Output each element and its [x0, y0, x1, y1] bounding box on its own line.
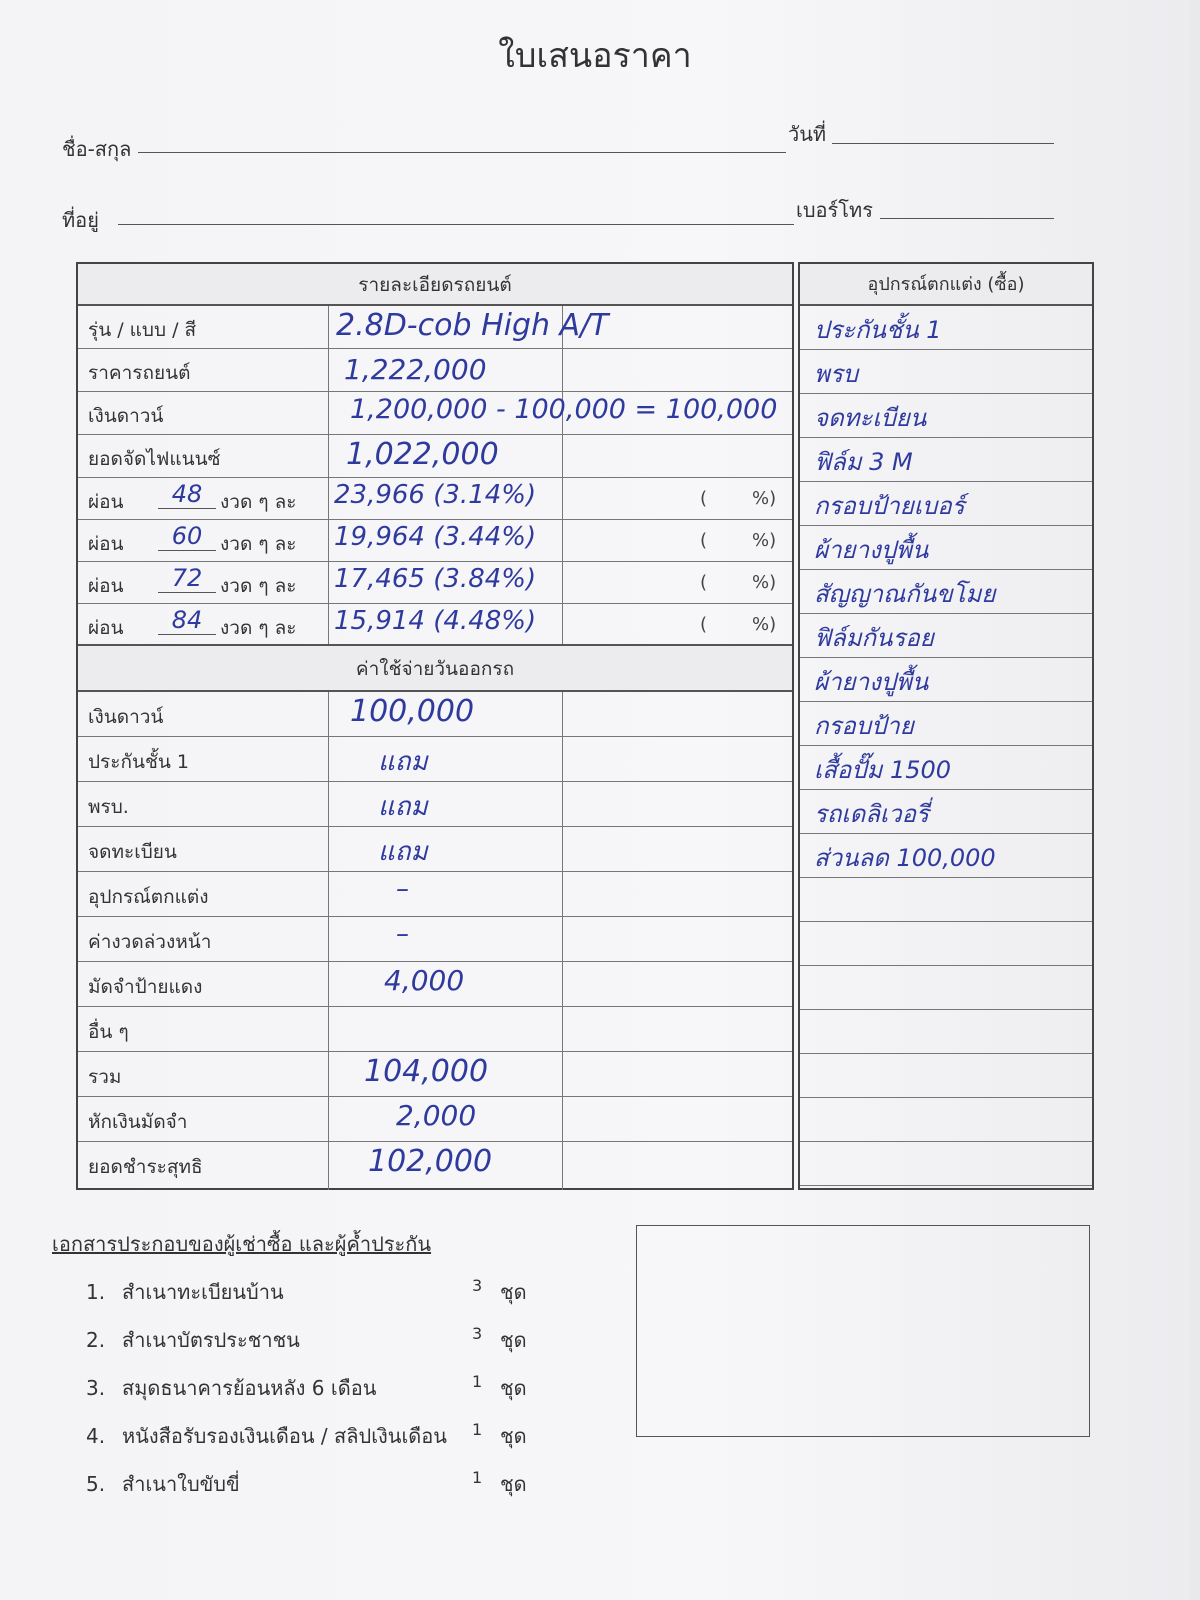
- pct-close: %): [752, 614, 777, 635]
- installment-term: 60: [158, 522, 216, 551]
- cost-label: มัดจำป้ายแดง: [88, 976, 203, 998]
- cost-label: อุปกรณ์ตกแต่ง: [88, 886, 209, 908]
- accessory-item: รถเดลิเวอรี่: [814, 800, 929, 828]
- accessory-row: [800, 1098, 1092, 1142]
- installment-value: 17,465 (3.84%): [334, 564, 537, 594]
- installment-prefix: ผ่อน: [88, 533, 124, 555]
- installment-suffix: งวด ๆ ละ: [220, 575, 297, 597]
- finance-amount-value: 1,022,000: [346, 437, 499, 472]
- name-label: ชื่อ-สกุล: [62, 137, 132, 161]
- installment-row: [78, 520, 792, 562]
- cost-label: จดทะเบียน: [88, 841, 177, 863]
- accessory-row: [800, 570, 1092, 614]
- accessory-item: ผ้ายางปูพื้น: [814, 668, 929, 696]
- accessory-item: สัญญาณกันขโมย: [814, 580, 996, 608]
- accessory-row: [800, 966, 1092, 1010]
- installment-row: [78, 604, 792, 646]
- car-price-label: ราคารถยนต์: [88, 362, 191, 384]
- cost-label: ยอดชำระสุทธิ: [88, 1156, 203, 1178]
- accessory-item: ฟิล์ม 3 M: [814, 448, 913, 476]
- accessory-row: [800, 350, 1092, 394]
- installment-value: 23,966 (3.14%): [334, 480, 537, 510]
- table-row: [78, 872, 792, 917]
- address-label: ที่อยู่: [62, 208, 99, 232]
- document-name: สำเนาบัตรประชาชน: [122, 1328, 300, 1352]
- installment-suffix: งวด ๆ ละ: [220, 491, 297, 513]
- cost-value: 100,000: [350, 694, 475, 729]
- table-row: [78, 962, 792, 1007]
- down-payment-value: 1,200,000 - 100,000 = 100,000: [350, 394, 778, 425]
- accessory-item: ประกันชั้น 1: [814, 316, 942, 344]
- accessory-item: เสื้อปั๊ม 1500: [814, 756, 952, 784]
- cost-value: แถม: [378, 792, 428, 822]
- cost-label: หักเงินมัดจำ: [88, 1111, 188, 1133]
- page-title: ใบเสนอราคา: [498, 36, 692, 76]
- costs-section-header: ค่าใช้จ่ายวันออกรถ: [78, 646, 792, 692]
- pct-close: %): [752, 488, 777, 509]
- installment-prefix: ผ่อน: [88, 575, 124, 597]
- finance-amount-label: ยอดจัดไฟแนนซ์: [88, 448, 221, 470]
- cost-label: พรบ.: [88, 796, 129, 818]
- cost-value: 104,000: [364, 1054, 489, 1089]
- accessory-row: [800, 306, 1092, 350]
- document-count: 3: [472, 1324, 483, 1343]
- cost-label: อื่น ๆ: [88, 1021, 129, 1043]
- document-unit: ชุด: [500, 1376, 527, 1400]
- document-count: 3: [472, 1276, 483, 1295]
- document-unit: ชุด: [500, 1328, 527, 1352]
- cost-label: ประกันชั้น 1: [88, 751, 189, 773]
- document-count: 1: [472, 1372, 483, 1391]
- accessories-table: [798, 262, 1094, 1190]
- car-price-value: 1,222,000: [344, 353, 487, 386]
- installment-value: 19,964 (3.44%): [334, 522, 537, 552]
- pct-close: %): [752, 572, 777, 593]
- installment-term: 48: [158, 480, 216, 509]
- accessory-item: ส่วนลด 100,000: [814, 844, 996, 872]
- document-name: สมุดธนาคารย้อนหลัง 6 เดือน: [122, 1376, 377, 1400]
- down-payment-label: เงินดาวน์: [88, 405, 164, 427]
- accessory-item: ฟิล์มกันรอย: [814, 624, 934, 652]
- table-row: [78, 1007, 792, 1052]
- accessory-row: [800, 922, 1092, 966]
- cost-value: 102,000: [368, 1144, 493, 1179]
- installment-suffix: งวด ๆ ละ: [220, 617, 297, 639]
- installment-row: [78, 562, 792, 604]
- accessory-row: [800, 746, 1092, 790]
- table-row: [78, 917, 792, 962]
- pct-open: (: [700, 614, 708, 635]
- cost-label: เงินดาวน์: [88, 706, 164, 728]
- table-row: [78, 827, 792, 872]
- installment-term: 72: [158, 564, 216, 593]
- accessory-row: [800, 1054, 1092, 1098]
- cost-value: 2,000: [396, 1099, 477, 1132]
- table-row: [78, 692, 792, 737]
- pct-close: %): [752, 530, 777, 551]
- document-item: [86, 1468, 527, 1500]
- document-no: 2.: [86, 1328, 106, 1352]
- accessory-row: [800, 1010, 1092, 1054]
- installment-term: 84: [158, 606, 216, 635]
- pct-open: (: [700, 572, 708, 593]
- date-label: วันที่: [788, 122, 827, 146]
- document-unit: ชุด: [500, 1424, 527, 1448]
- table-row: [78, 1052, 792, 1097]
- table-row: [78, 392, 792, 435]
- accessory-row: [800, 790, 1092, 834]
- document-item: [86, 1276, 527, 1308]
- document-count: 1: [472, 1420, 483, 1439]
- stamp-box: [636, 1225, 1090, 1437]
- model-label: รุ่น / แบบ / สี: [88, 319, 197, 341]
- accessory-item: กรอบป้าย: [814, 712, 914, 740]
- installment-suffix: งวด ๆ ละ: [220, 533, 297, 555]
- cost-value: แถม: [378, 747, 428, 777]
- pct-open: (: [700, 488, 708, 509]
- table-row: [78, 782, 792, 827]
- cost-label: ค่างวดล่วงหน้า: [88, 931, 212, 953]
- model-value: 2.8D-cob High A/T: [336, 308, 609, 343]
- phone-field[interactable]: [880, 218, 1054, 219]
- accessory-item: ผ้ายางปูพื้น: [814, 536, 929, 564]
- document-no: 4.: [86, 1424, 106, 1448]
- accessory-row: [800, 702, 1092, 746]
- installment-row: [78, 478, 792, 520]
- table-row: [78, 349, 792, 392]
- table-row: [78, 1097, 792, 1142]
- accessory-row: [800, 614, 1092, 658]
- document-item: [86, 1420, 527, 1452]
- date-field[interactable]: [832, 143, 1054, 144]
- installment-prefix: ผ่อน: [88, 491, 124, 513]
- document-no: 3.: [86, 1376, 106, 1400]
- accessory-row: [800, 526, 1092, 570]
- accessory-row: [800, 658, 1092, 702]
- phone-label: เบอร์โทร: [796, 198, 873, 222]
- car-details-table: [76, 262, 794, 1190]
- installment-value: 15,914 (4.48%): [334, 606, 537, 636]
- table-row: [78, 1142, 792, 1187]
- accessories-header: อุปกรณ์ตกแต่ง (ซื้อ): [800, 264, 1092, 306]
- document-name: สำเนาทะเบียนบ้าน: [122, 1280, 284, 1304]
- document-name: สำเนาใบขับขี่: [122, 1472, 240, 1496]
- accessory-row: [800, 394, 1092, 438]
- accessory-row: [800, 834, 1092, 878]
- cost-label: รวม: [88, 1066, 122, 1088]
- cost-value: –: [396, 874, 409, 904]
- pct-open: (: [700, 530, 708, 551]
- document-no: 1.: [86, 1280, 106, 1304]
- table-row: [78, 306, 792, 349]
- document-item: [86, 1324, 527, 1356]
- accessory-item: จดทะเบียน: [814, 404, 927, 432]
- cost-value: 4,000: [384, 964, 465, 997]
- cost-value: –: [396, 919, 409, 949]
- documents-title: เอกสารประกอบของผู้เช่าซื้อ และผู้ค้ำประกัน: [52, 1232, 432, 1256]
- installment-prefix: ผ่อน: [88, 617, 124, 639]
- accessory-row: [800, 438, 1092, 482]
- accessory-row: [800, 482, 1092, 526]
- accessory-row: [800, 1142, 1092, 1186]
- document-item: [86, 1372, 527, 1404]
- accessory-item: พรบ: [814, 360, 858, 388]
- document-unit: ชุด: [500, 1472, 527, 1496]
- accessory-row: [800, 878, 1092, 922]
- address-field[interactable]: [118, 224, 794, 225]
- table-row: [78, 435, 792, 478]
- document-no: 5.: [86, 1472, 106, 1496]
- car-section-header: รายละเอียดรถยนต์: [78, 264, 792, 306]
- cost-value: แถม: [378, 837, 428, 867]
- document-count: 1: [472, 1468, 483, 1487]
- accessory-item: กรอบป้ายเบอร์: [814, 492, 965, 520]
- document-name: หนังสือรับรองเงินเดือน / สลิปเงินเดือน: [122, 1424, 447, 1448]
- name-field[interactable]: [138, 152, 786, 153]
- document-unit: ชุด: [500, 1280, 527, 1304]
- table-row: [78, 737, 792, 782]
